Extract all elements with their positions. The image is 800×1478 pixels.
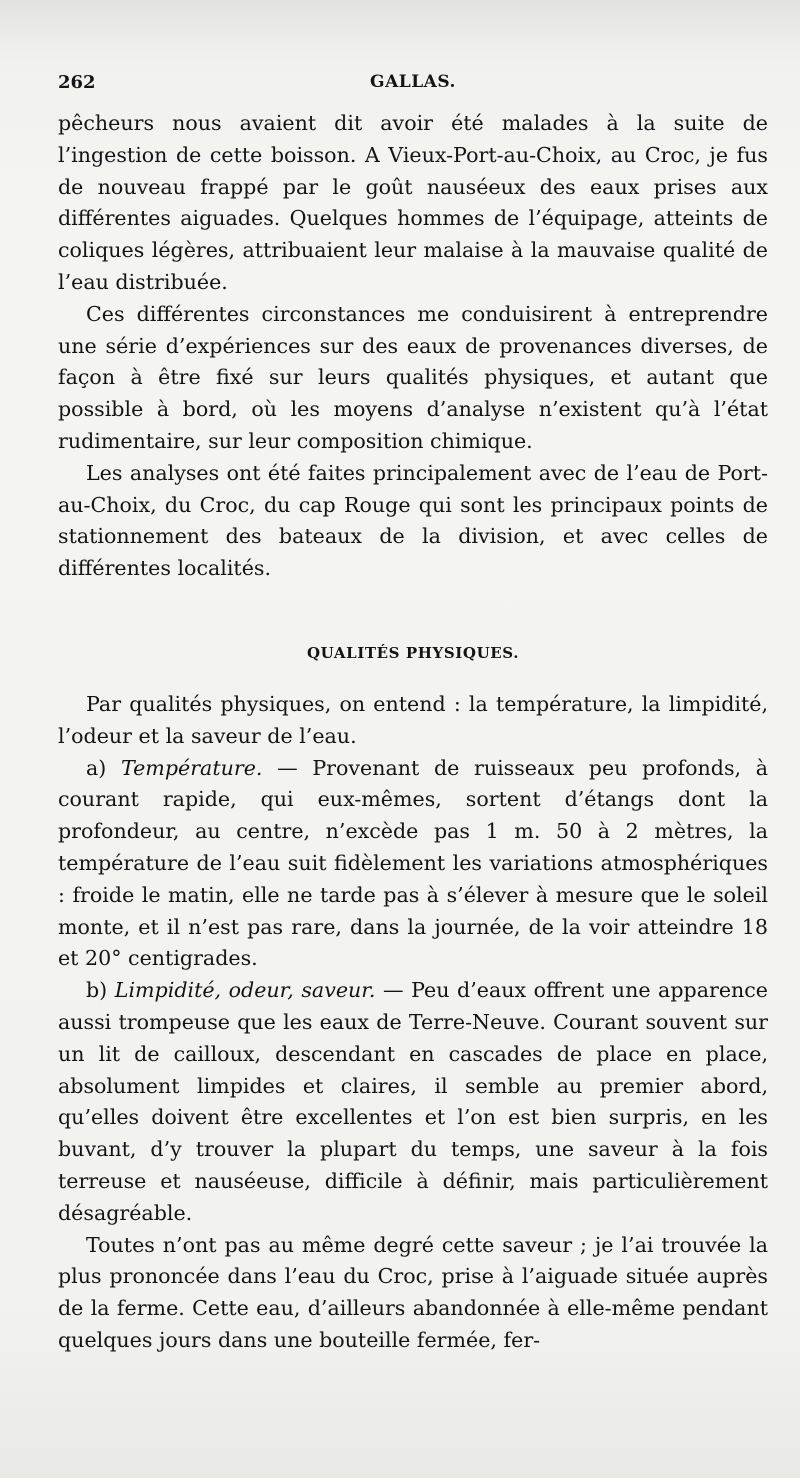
paragraph-final: Toutes n’ont pas au même degré cette saveur ; je l’ai trouvée la plus prononcée dans l’eau du Croc, prise à l’aiguade située auprès de la ferme. Cette eau, d’ailleurs abandonnée à elle-même pendant quelques jours dans une bouteille fermée, fer-	[58, 1232, 768, 1352]
page-number: 262	[58, 72, 96, 93]
subsection-b-letter: b)	[86, 978, 108, 1003]
subsection-b-title: Limpidité, odeur, saveur.	[114, 978, 376, 1003]
running-header	[58, 70, 768, 100]
paragraph-intro: Par qualités physiques, on entend : la température, la limpidité, l’odeur et la saveur de l’eau.	[58, 691, 768, 748]
subsection-b-text: — Peu d’eaux offrent une apparence aussi trompeuse que les eaux de Terre-Neuve. Courant souvent sur un lit de cailloux, descendant en cascades de place en place, absolument limpides et claires, il semble au premier abord, qu’elles doivent être excellentes et l’on est bien surpris, en les buvant, d’y trouver la plupart du temps, une saveur à la fois terreuse et nauséeuse, difficile à définir, mais particulièrement désagréable.	[58, 978, 768, 1225]
subsection-a-text: — Provenant de ruisseaux peu profonds, à courant rapide, qui eux-mêmes, sortent d’étangs dont la profondeur, au centre, n’excède pas 1 m. 50 à 2 mètres, la température de l’eau suit fidèlement les variations atmosphériques : froide le matin, elle ne tarde pas à s’élever à mesure que le soleil monte, et il n’est pas rare, dans la journée, de la voir atteindre 18 et 20° centigrades.	[58, 755, 769, 971]
paragraph-analyses: Les analyses ont été faites principalement avec de l’eau de Port-au-Choix, du Croc, du cap Rouge qui sont les principaux points de stationnement des bateaux de la division, et avec celles de différentes localités.	[58, 460, 768, 581]
paragraph-limpidity	[58, 975, 768, 1229]
section-heading: QUALITÉS PHYSIQUES.	[306, 643, 520, 662]
body-text	[58, 108, 768, 1357]
subsection-a-title: Température.	[120, 755, 263, 780]
paragraph-temperature	[58, 753, 768, 976]
subsection-a-letter: a)	[86, 755, 107, 780]
paragraph-circumstances: Ces différentes circonstances me conduisirent à entreprendre une série d’expériences sur des eaux de provenances diverses, de façon à être fixé sur leurs qualités physiques, et autant que possible à bord, où les moyens d’analyse n’existent qu’à l’état rudimentaire, sur leur composition chimique.	[58, 301, 768, 453]
paragraph-continuation: pêcheurs nous avaient dit avoir été malades à la suite de l’ingestion de cette boisson. A Vieux-Port-au-Choix, au Croc, je fus de nouveau frappé par le goût nauséeux des eaux prises aux différentes aiguades. Quelques hommes de l’équipage, atteints de coliques légères, attribuaient leur malaise à la mauvaise qualité de l’eau distribuée.	[58, 111, 768, 294]
running-title: GALLAS.	[370, 72, 456, 92]
